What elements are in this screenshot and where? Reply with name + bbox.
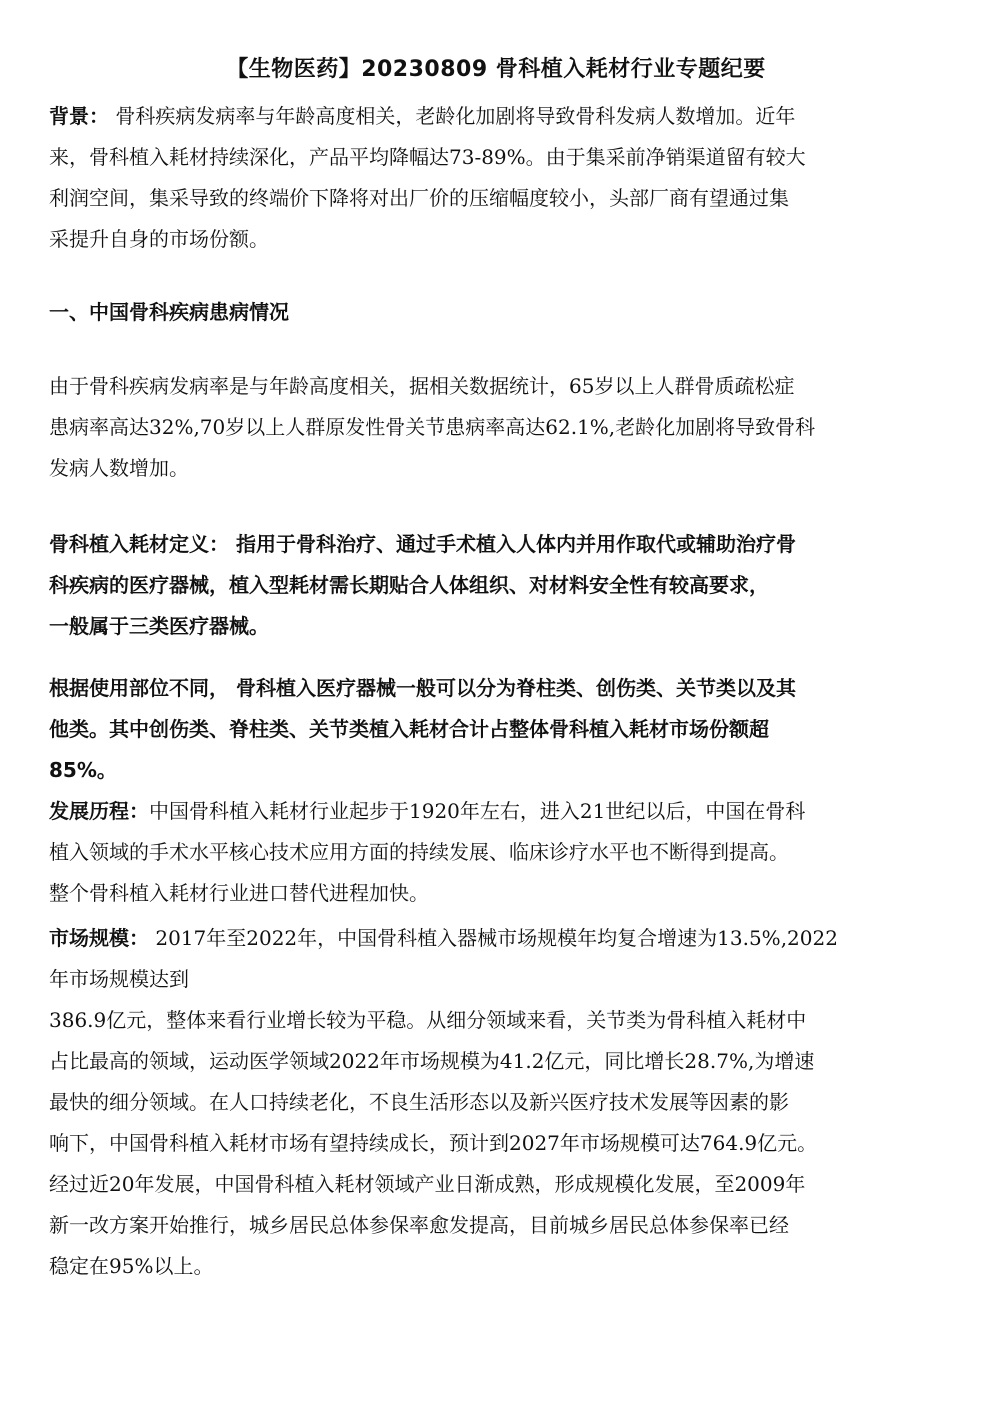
market-line-7: 经过近20年发展，中国骨科植入耗材领域产业日渐成熟，形成规模化发展，至2009年 (49, 1172, 806, 1196)
background-label: 背景： (49, 104, 109, 128)
market-label: 市场规模： (49, 926, 149, 950)
market-paragraph (49, 918, 944, 1287)
background-paragraph (49, 96, 944, 260)
market-line-2: 年市场规模达到 (49, 967, 189, 991)
classification-line-2: 他类。其中创伤类、脊柱类、关节类植入耗材合计占整体骨科植入耗材市场份额超 (49, 717, 769, 741)
definition-paragraph (49, 524, 944, 647)
prevalence-line-2: 患病率高达32%,70岁以上人群原发性骨关节患病率高达62.1%,老龄化加剧将导致骨科 (49, 415, 816, 439)
document-title: 【生物医药】20230809 骨科植入耗材行业专题纪要 (226, 57, 766, 82)
background-line-1: 骨科疾病发病率与年龄高度相关，老龄化加剧将导致骨科发病人数增加。近年 (109, 104, 796, 128)
history-paragraph (49, 791, 944, 914)
classification-line-1: 根据使用部位不同， 骨科植入医疗器械一般可以分为脊柱类、创伤类、关节类以及其 (49, 676, 796, 700)
definition-line-1: 骨科植入耗材定义： 指用于骨科治疗、通过手术植入人体内并用作取代或辅助治疗骨 (49, 532, 796, 556)
market-line-8: 新一改方案开始推行，城乡居民总体参保率愈发提高，目前城乡居民总体参保率已经 (49, 1213, 789, 1237)
history-line-3: 整个骨科植入耗材行业进口替代进程加快。 (49, 881, 429, 905)
history-line-2: 植入领域的手术水平核心技术应用方面的持续发展、临床诊疗水平也不断得到提高。 (49, 840, 789, 864)
market-line-3: 386.9亿元，整体来看行业增长较为平稳。从细分领域来看，关节类为骨科植入耗材中 (49, 1008, 807, 1032)
background-line-4: 采提升自身的市场份额。 (49, 227, 269, 251)
definition-line-3: 一般属于三类医疗器械。 (49, 614, 269, 638)
classification-paragraph (49, 668, 944, 791)
market-line-1: 2017年至2022年，中国骨科植入器械市场规模年均复合增速为13.5%,2022 (149, 926, 838, 950)
history-line-1: 中国骨科植入耗材行业起步于1920年左右，进入21世纪以后，中国在骨科 (149, 799, 806, 823)
definition-line-2: 科疾病的医疗器械，植入型耗材需长期贴合人体组织、对材料安全性有较高要求， (49, 573, 769, 597)
market-line-4: 占比最高的领域，运动医学领域2022年市场规模为41.2亿元，同比增长28.7%,为增速 (49, 1049, 815, 1073)
market-line-6: 响下，中国骨科植入耗材市场有望持续成长，预计到2027年市场规模可达764.9亿元。 (49, 1131, 818, 1155)
market-line-9: 稳定在95%以上。 (49, 1254, 214, 1278)
background-line-2: 来，骨科植入耗材持续深化，产品平均降幅达73-89%。由于集采前净销渠道留有较大 (49, 145, 806, 169)
background-line-3: 利润空间，集采导致的终端价下降将对出厂价的压缩幅度较小，头部厂商有望通过集 (49, 186, 789, 210)
section-heading: 一、中国骨科疾病患病情况 (49, 300, 289, 324)
history-label: 发展历程： (49, 799, 149, 823)
prevalence-line-3: 发病人数增加。 (49, 456, 189, 480)
market-line-5: 最快的细分领域。在人口持续老化，不良生活形态以及新兴医疗技术发展等因素的影 (49, 1090, 789, 1114)
prevalence-paragraph (49, 366, 944, 489)
classification-line-3: 85%。 (49, 758, 117, 782)
prevalence-line-1: 由于骨科疾病发病率是与年龄高度相关，据相关数据统计，65岁以上人群骨质疏松症 (49, 374, 795, 398)
